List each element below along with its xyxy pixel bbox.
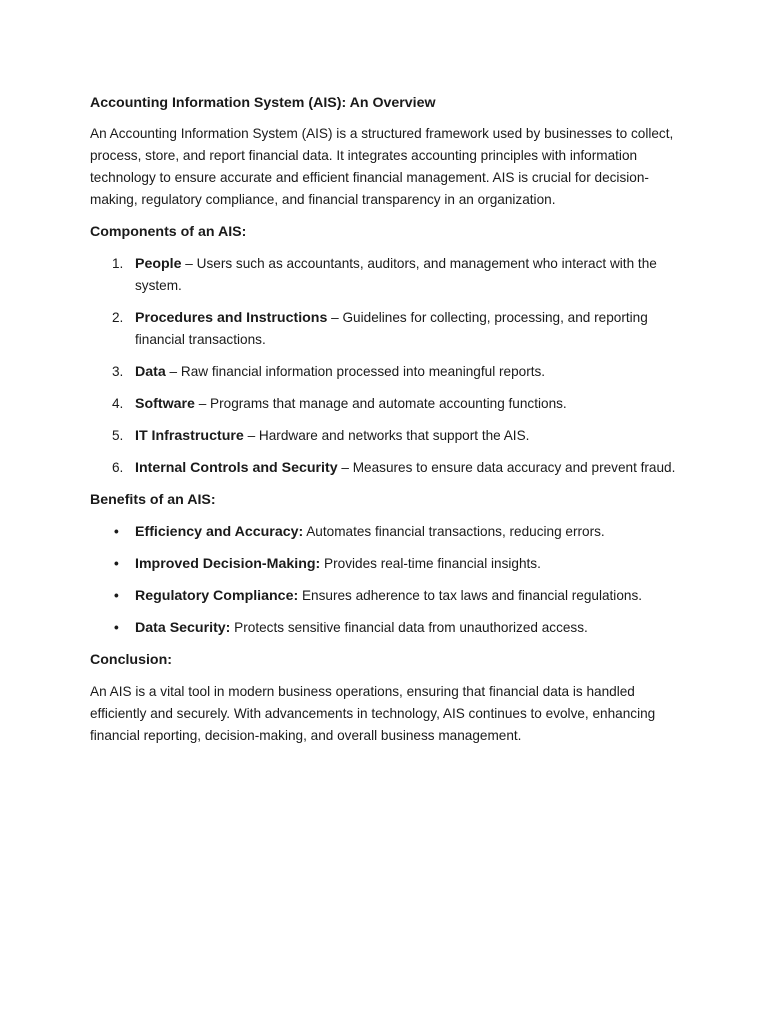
item-term: Data Security: (135, 620, 231, 636)
list-item (90, 393, 690, 415)
list-item (90, 253, 690, 297)
bullet-icon: • (114, 588, 119, 603)
benefits-heading: Benefits of an AIS: (90, 492, 216, 508)
item-term: Software (135, 396, 195, 412)
item-description: – Measures to ensure data accuracy and prevent fraud. (337, 460, 676, 475)
list-item (90, 307, 690, 351)
list-item (90, 553, 690, 575)
list-item (90, 361, 690, 383)
components-heading: Components of an AIS: (90, 224, 247, 240)
list-number: 4. (112, 396, 124, 411)
bullet-icon: • (114, 620, 119, 635)
item-description: – Guidelines for collecting, processing, and reporting financial transactions. (135, 310, 648, 347)
item-description: Protects sensitive financial data from unauthorized access. (230, 620, 588, 635)
list-item (90, 585, 690, 607)
item-term: Data (135, 364, 166, 380)
components-list (90, 253, 690, 479)
item-description: Provides real-time financial insights. (320, 556, 541, 571)
benefits-list (90, 521, 690, 639)
item-description: – Programs that manage and automate accounting functions. (194, 396, 567, 411)
item-description: Automates financial transactions, reducing errors. (303, 524, 605, 539)
item-term: People (135, 256, 182, 272)
item-description: – Raw financial information processed into meaningful reports. (165, 364, 546, 379)
document-title: Accounting Information System (AIS): An Overview (90, 95, 436, 111)
list-item (90, 521, 690, 543)
list-item (90, 425, 690, 447)
item-description: Ensures adherence to tax laws and financial regulations. (298, 588, 643, 603)
list-number: 2. (112, 310, 124, 325)
list-number: 3. (112, 364, 124, 379)
item-term: Efficiency and Accuracy: (135, 524, 304, 540)
document-body (90, 92, 690, 757)
bullet-icon: • (114, 524, 119, 539)
item-term: IT Infrastructure (135, 428, 244, 444)
item-term: Improved Decision-Making: (135, 556, 321, 572)
list-item (90, 457, 690, 479)
list-item (90, 617, 690, 639)
item-term: Internal Controls and Security (135, 460, 338, 476)
item-description: – Users such as accountants, auditors, and management who interact with the system. (135, 256, 657, 293)
item-description: – Hardware and networks that support the AIS. (243, 428, 530, 443)
list-number: 1. (112, 256, 124, 271)
item-term: Procedures and Instructions (135, 310, 328, 326)
item-term: Regulatory Compliance: (135, 588, 299, 604)
list-number: 5. (112, 428, 124, 443)
intro-paragraph: An Accounting Information System (AIS) is a structured framework used by businesses to collect, process, store, and report financial data. It integrates accounting principles with information technology to ensure accurate and efficient financial management. AIS is crucial for decision-making, regulatory compliance, and financial transparency in an organization. (90, 126, 674, 207)
list-number: 6. (112, 460, 124, 475)
conclusion-paragraph: An AIS is a vital tool in modern business operations, ensuring that financial data is handled efficiently and securely. With advancements in technology, AIS continues to evolve, enhancing financial reporting, decision-making, and overall business management. (90, 684, 656, 743)
bullet-icon: • (114, 556, 119, 571)
conclusion-heading: Conclusion: (90, 652, 172, 668)
